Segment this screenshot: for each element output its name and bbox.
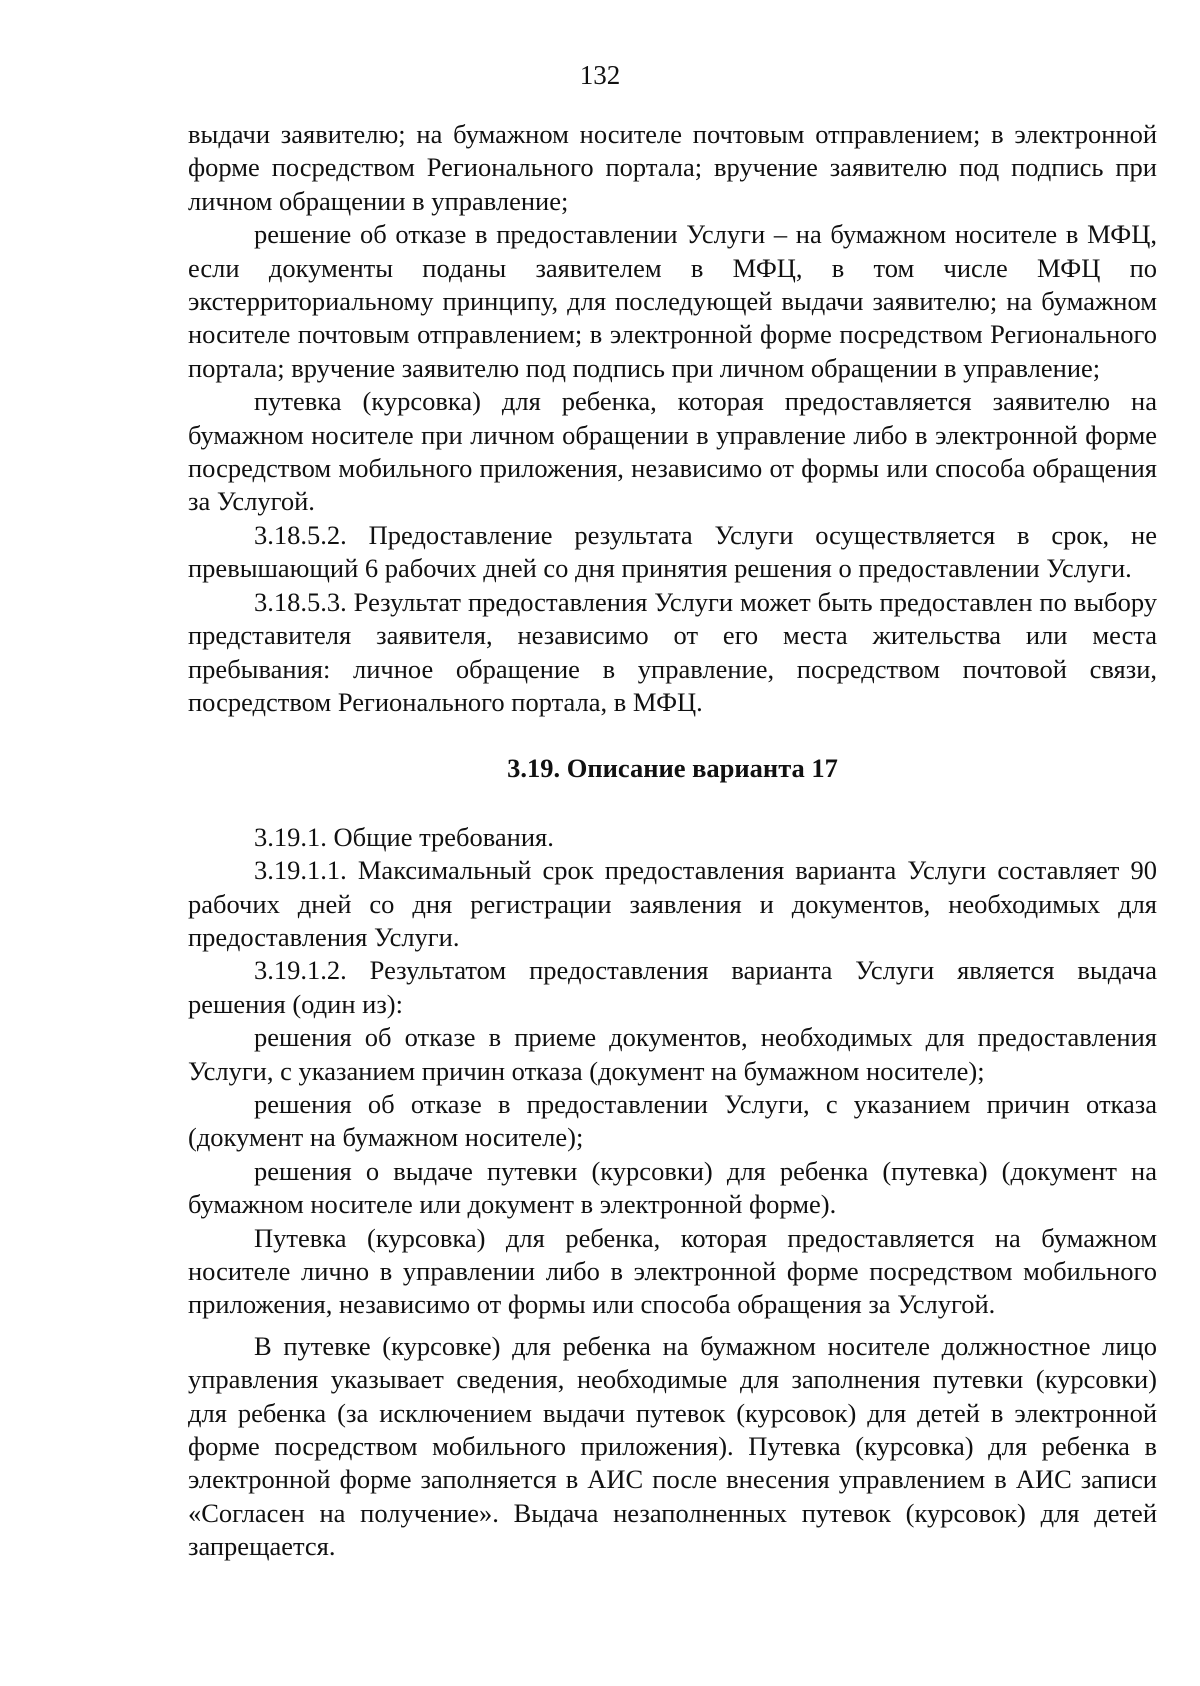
paragraph: решения о выдаче путевки (курсовки) для ребенка (путевка) (документ на бумажном носителе или документ в электронной форме). <box>188 1155 1157 1220</box>
paragraph: выдачи заявителю; на бумажном носителе почтовым отправлением; в электронной форме посредством Регионального портала; вручение заявителю под подпись при личном обращении в управление; <box>188 119 1157 216</box>
document-body <box>188 118 1157 1564</box>
paragraph: 3.19.1. Общие требования. <box>254 821 554 852</box>
paragraph: 3.18.5.2. Предоставление результата Услуги осуществляется в срок, не превышающий 6 рабочих дней со дня принятия решения о предоставлении Услуги. <box>188 519 1157 584</box>
section-heading: 3.19. Описание варианта 17 <box>507 753 838 784</box>
paragraph: 3.18.5.3. Результат предоставления Услуги может быть предоставлен по выбору представителя заявителя, независимо от его места жительства или места пребывания: личное обращение в управление, посредством почтовой связи, посредством Регионального портала, в МФЦ. <box>188 586 1157 717</box>
paragraph: В путевке (курсовке) для ребенка на бумажном носителе должностное лицо управления указывает сведения, необходимые для заполнения путевки (курсовки) для ребенка (за исключением выдачи путевок (курсовок) для детей в электронной форме посредством мобильного приложения). Путевка (курсовка) для ребенка в электронной форме заполняется в АИС после внесения управлением в АИС записи «Согласен на получение». Выдача незаполненных путевок (курсовок) для детей запрещается. <box>188 1330 1157 1562</box>
paragraph: решения об отказе в предоставлении Услуги, с указанием причин отказа (документ на бумажном носителе); <box>188 1088 1157 1153</box>
paragraph: решение об отказе в предоставлении Услуги – на бумажном носителе в МФЦ, если документы поданы заявителем в МФЦ, в том числе МФЦ по экстерриториальному принципу, для последующей выдачи заявителю; на бумажном носителе почтовым отправлением; в электронной форме посредством Регионального портала; вручение заявителю под подпись при личном обращении в управление; <box>188 219 1157 383</box>
paragraph: Путевка (курсовка) для ребенка, которая предоставляется на бумажном носителе лично в управлении либо в электронной форме посредством мобильного приложения, независимо от формы или способа обращения за Услугой. <box>188 1222 1157 1320</box>
page-number: 132 <box>579 60 621 90</box>
paragraph: путевка (курсовка) для ребенка, которая предоставляется заявителю на бумажном носителе при личном обращении в управление либо в электронной форме посредством мобильного приложения, независимо от формы или способа обращения за Услугой. <box>188 386 1157 517</box>
paragraph: 3.19.1.2. Результатом предоставления варианта Услуги является выдача решения (один из): <box>188 955 1157 1019</box>
paragraph: 3.19.1.1. Максимальный срок предоставления варианта Услуги составляет 90 рабочих дней со дня регистрации заявления и документов, необходимых для предоставления Услуги. <box>188 855 1157 952</box>
paragraph: решения об отказе в приеме документов, необходимых для предоставления Услуги, с указанием причин отказа (документ на бумажном носителе); <box>188 1022 1157 1086</box>
